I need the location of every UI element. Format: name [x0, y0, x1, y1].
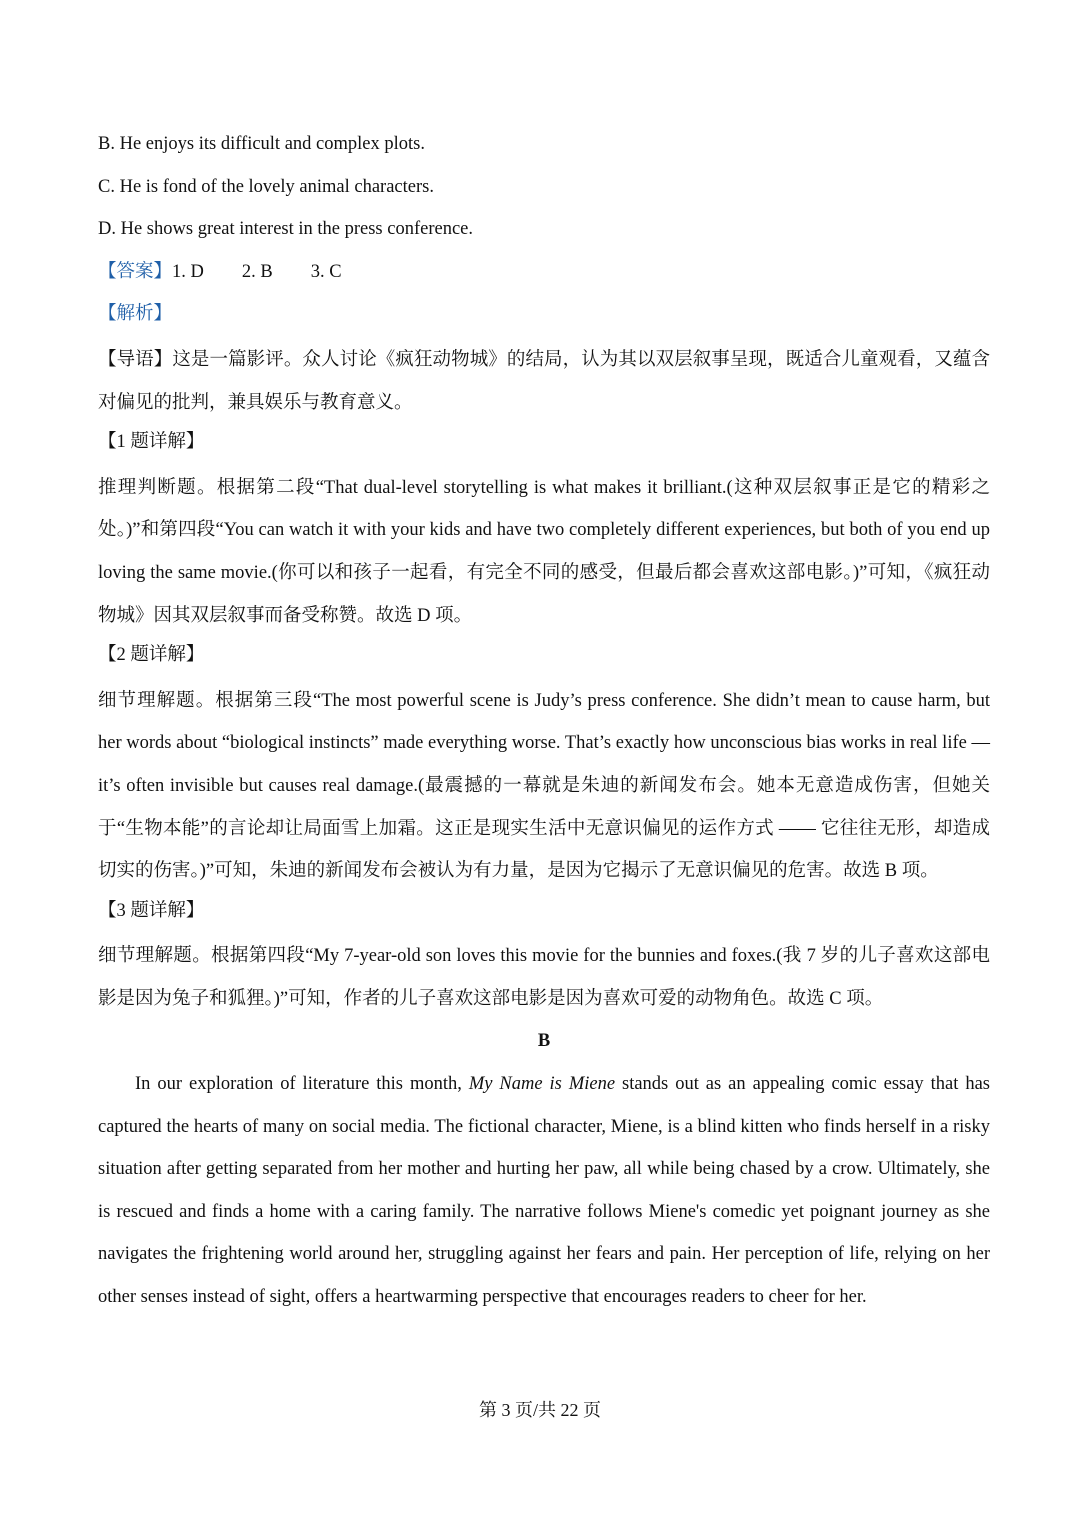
q2-label: 【2 题详解】 — [98, 645, 205, 666]
answer-2: 2. B — [241, 261, 273, 282]
q1-label: 【1 题详解】 — [98, 432, 205, 453]
answer-line — [98, 254, 990, 297]
document-page — [98, 126, 990, 1319]
section-b-intro: In our exploration of literature this month, — [135, 1074, 469, 1095]
essay-title: My Name is Miene — [468, 1074, 616, 1095]
guide-paragraph — [98, 339, 990, 424]
option-c: C. He is fond of the lovely animal characters. — [98, 176, 434, 197]
section-b-paragraph — [98, 1063, 990, 1319]
page-footer: 第 3 页/共 22 页 — [478, 1400, 601, 1420]
guide-text: 这是一篇影评。众人讨论《疯狂动物城》的结局，认为其以双层叙事呈现，既适合儿童观看，又蕴含对偏见的批判，兼具娱乐与教育意义。 — [98, 349, 990, 413]
section-b-body: stands out as an appealing comic essay that has captured the hearts of many on social media. The fictional character, Miene, is a blind kitten who finds herself in a risky situation after getting separated from her mother and hurting her paw, all while being chased by a crow. Ultimately, she is rescued and finds a home with a caring family. The narrative follows Miene's comedic yet poignant journey as she navigates the frightening world around her, struggling against her fears and pain. Her perception of life, relying on her other senses instead of sight, offers a heartwarming perspective that encourages readers to cheer for her. — [98, 1074, 990, 1308]
q2-explanation: 细节理解题。根据第三段“The most powerful scene is Judy’s press conference. She didn’t mean to cause harm, but her words about “biological instincts” made everything worse. That’s exactly how unconscious bias works in real life — it’s often invisible but causes real damage.(最震撼的一幕就是朱迪的新闻发布会。她本无意造成伤害，但她关于“生物本能”的言论却让局面雪上加霜。这正是现实生活中无意识偏见的运作方式 —— 它往往无形，却造成切实的伤害。)”可知，朱迪的新闻发布会被认为有力量，是因为它揭示了无意识偏见的危害。故选 B 项。 — [98, 690, 990, 882]
option-b: B. He enjoys its difficult and complex plots. — [98, 134, 425, 154]
option-d: D. He shows great interest in the press conference. — [98, 219, 474, 240]
analysis-label: 【解析】 — [98, 304, 173, 325]
answer-1: 1. D — [172, 261, 204, 282]
answer-3: 3. C — [310, 261, 342, 282]
q3-explanation: 细节理解题。根据第四段“My 7-year-old son loves this movie for the bunnies and foxes.(我 7 岁的儿子喜欢这部电影是因为兔子和狐狸。)”可知，作者的儿子喜欢这部电影是因为喜欢可爱的动物角色。故选 C 项。 — [98, 946, 990, 1009]
answer-label: 【答案】 — [98, 261, 173, 282]
q3-label: 【3 题详解】 — [98, 900, 205, 921]
section-b-heading: B — [537, 1031, 551, 1052]
guide-label: 【导语】 — [98, 349, 173, 370]
q1-explanation: 推理判断题。根据第二段“That dual-level storytelling is what makes it brilliant.(这种双层叙事正是它的精彩之处。)”和第四段“You can watch it with your kids and have two completely different experiences, but both of you end up loving the same movie.(你可以和孩子一起看，有完全不同的感受，但最后都会喜欢这部电影。)”可知，《疯狂动物城》因其双层叙事而备受称赞。故选 D 项。 — [98, 477, 990, 626]
